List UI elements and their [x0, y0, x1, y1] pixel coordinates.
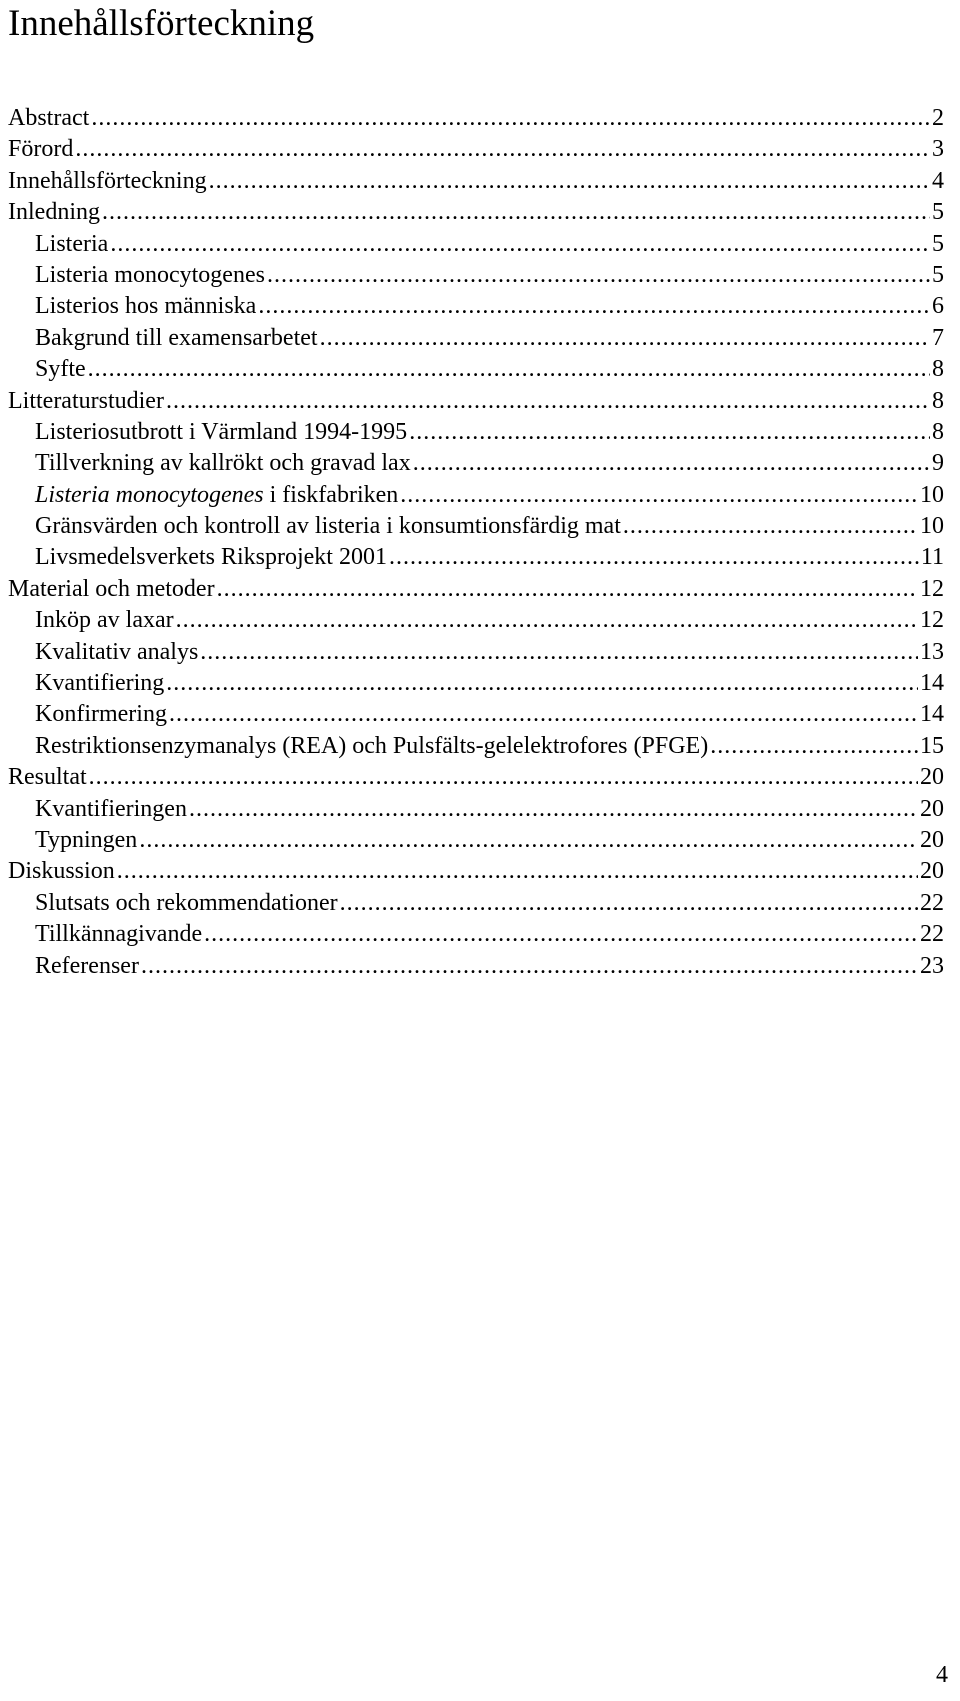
dot-leader [141, 951, 918, 982]
toc-entry-title: Tillkännagivande [35, 921, 203, 948]
toc-entry-page: 22 [920, 921, 944, 948]
toc-entry-title: Kvalitativ analys [35, 638, 199, 665]
toc-entry[interactable] [8, 417, 944, 448]
page-number: 4 [936, 1662, 948, 1688]
toc-entry-page: 20 [920, 764, 944, 791]
toc-entry-title: Förord [8, 136, 74, 163]
toc-entry[interactable] [8, 762, 944, 793]
toc-entry-page: 2 [932, 105, 944, 131]
page-title: Innehållsförteckning [8, 3, 315, 44]
toc-entry-page: 5 [932, 230, 944, 257]
toc-entry-page: 10 [920, 481, 944, 508]
toc-entry-page: 9 [932, 450, 944, 477]
table-of-contents [8, 103, 944, 982]
toc-entry-page: 20 [920, 858, 944, 885]
toc-entry-page: 23 [920, 952, 944, 979]
toc-entry-page: 20 [920, 795, 944, 822]
toc-entry[interactable] [8, 354, 944, 385]
toc-entry-title: Referenser [35, 952, 139, 979]
toc-entry-title-rest: i fiskfabriken [263, 481, 399, 508]
dot-leader [139, 825, 918, 856]
toc-entry-page: 10 [920, 513, 944, 540]
dot-leader [413, 448, 930, 479]
toc-entry-page: 5 [932, 261, 944, 288]
toc-entry-page: 8 [932, 387, 944, 414]
dot-leader [117, 856, 918, 887]
dot-leader [400, 480, 918, 511]
toc-entry-page: 5 [932, 199, 944, 226]
toc-entry[interactable] [8, 574, 944, 605]
toc-entry-title: Litteraturstudier [8, 387, 164, 414]
dot-leader [258, 291, 930, 322]
toc-entry-page: 3 [932, 136, 944, 163]
toc-entry-title: Abstract [8, 105, 90, 131]
toc-entry[interactable] [8, 542, 944, 573]
toc-entry-page: 11 [920, 544, 944, 571]
toc-entry[interactable] [8, 229, 944, 260]
toc-entry-page: 6 [932, 293, 944, 320]
toc-entry-title: Listerios hos människa [35, 293, 257, 320]
toc-entry-title: Gränsvärden och kontroll av listeria i konsumtionsfärdig mat [35, 513, 621, 540]
dot-leader [102, 197, 930, 228]
toc-entry[interactable] [8, 637, 944, 668]
dot-leader [217, 574, 918, 605]
toc-entry[interactable] [8, 951, 944, 982]
toc-entry[interactable] [8, 291, 944, 322]
toc-entry[interactable] [8, 511, 944, 542]
toc-entry-page: 12 [920, 607, 944, 634]
toc-entry[interactable] [8, 699, 944, 730]
dot-leader [710, 731, 918, 762]
toc-entry-page: 12 [920, 575, 944, 602]
dot-leader [88, 354, 930, 385]
toc-entry-page: 20 [920, 826, 944, 853]
toc-entry-page: 22 [920, 889, 944, 916]
dot-leader [110, 229, 930, 260]
toc-entry[interactable] [8, 825, 944, 856]
toc-entry-title: Listeria monocytogenes [35, 261, 265, 288]
toc-entry[interactable] [8, 731, 944, 762]
toc-entry-page: 7 [932, 324, 944, 351]
toc-entry-title: Kvantifieringen [35, 795, 187, 822]
toc-entry[interactable] [8, 197, 944, 228]
toc-entry[interactable] [8, 134, 944, 165]
dot-leader [340, 888, 918, 919]
toc-entry-page: 13 [920, 638, 944, 665]
dot-leader [189, 794, 918, 825]
toc-entry-title: Material och metoder [8, 575, 215, 602]
toc-entry-title: Slutsats och rekommendationer [35, 889, 338, 916]
toc-entry-title: Tillverkning av kallrökt och gravad lax [35, 450, 411, 477]
toc-entry-title: Inledning [8, 199, 100, 226]
toc-entry[interactable] [8, 480, 944, 511]
toc-entry-title: Resultat [8, 764, 87, 791]
dot-leader [320, 323, 930, 354]
dot-leader [409, 417, 930, 448]
toc-entry-page: 14 [920, 670, 944, 697]
toc-entry-title: Livsmedelsverkets Riksprojekt 2001 [35, 544, 387, 571]
toc-entry[interactable] [8, 448, 944, 479]
toc-entry-title: Konfirmering [35, 701, 167, 728]
dot-leader [75, 134, 930, 165]
toc-entry[interactable] [8, 260, 944, 291]
dot-leader [169, 699, 918, 730]
toc-entry-page: 8 [932, 356, 944, 383]
toc-entry-title: Bakgrund till examensarbetet [35, 324, 318, 351]
toc-entry-title: Typningen [35, 826, 138, 853]
dot-leader [176, 605, 918, 636]
toc-entry-title: Innehållsförteckning [8, 167, 207, 194]
toc-entry-title: Syfte [35, 356, 86, 383]
toc-entry-title-italic: Listeria monocytogenes [35, 481, 264, 508]
toc-entry-title: Listeria [35, 230, 109, 257]
toc-entry[interactable] [8, 856, 944, 887]
toc-entry[interactable] [8, 888, 944, 919]
dot-leader [89, 762, 918, 793]
dot-leader [166, 668, 918, 699]
toc-entry-page: 14 [920, 701, 944, 728]
toc-entry-title: Restriktionsenzymanalys (REA) och Pulsfälts-gelelektrofores (PFGE) [35, 732, 709, 759]
toc-entry[interactable] [8, 386, 944, 417]
dot-leader [209, 166, 930, 197]
toc-entry[interactable] [8, 919, 944, 950]
dot-leader [389, 542, 919, 573]
toc-entry-title [35, 480, 398, 511]
toc-entry[interactable] [8, 668, 944, 699]
toc-entry-title: Diskussion [8, 858, 115, 885]
toc-entry-title: Inköp av laxar [35, 607, 174, 634]
toc-entry[interactable] [8, 103, 944, 134]
toc-entry[interactable] [8, 794, 944, 825]
dot-leader [204, 919, 918, 950]
dot-leader [623, 511, 918, 542]
dot-leader [91, 103, 930, 134]
toc-entry-title: Kvantifiering [35, 670, 165, 697]
toc-entry-page: 15 [920, 732, 944, 759]
dot-leader [200, 637, 918, 668]
dot-leader [166, 386, 930, 417]
toc-entry[interactable] [8, 605, 944, 636]
toc-entry[interactable] [8, 323, 944, 354]
toc-entry-page: 8 [932, 418, 944, 445]
toc-entry-page: 4 [932, 167, 944, 194]
dot-leader [267, 260, 930, 291]
toc-entry-title: Listeriosutbrott i Värmland 1994-1995 [35, 418, 408, 445]
toc-entry[interactable] [8, 166, 944, 197]
